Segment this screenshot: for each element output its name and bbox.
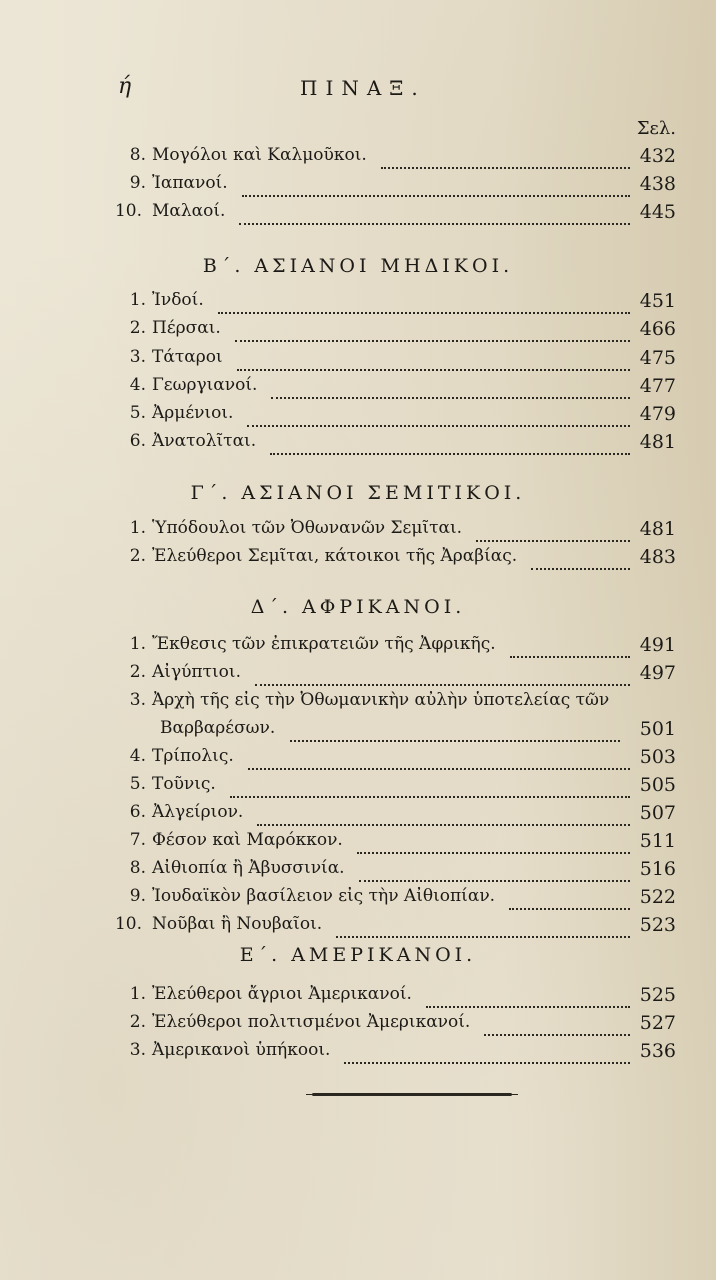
entry-number: 6. xyxy=(129,802,146,822)
entry-number: 1. xyxy=(129,518,146,538)
dot-leader xyxy=(336,922,630,938)
toc-entry xyxy=(0,984,716,1012)
dot-leader xyxy=(290,726,620,742)
toc-entry xyxy=(0,1040,716,1068)
entry-number: 9. xyxy=(129,886,146,906)
entry-number: 9. xyxy=(129,173,146,193)
entry-title: Νοῦβαι ἢ Νουβαῖοι. xyxy=(152,914,323,934)
toc-entry xyxy=(0,858,716,886)
page-number: 516 xyxy=(639,858,676,880)
entry-number: 2. xyxy=(129,662,146,682)
entry-title: Αἰγύπτιοι. xyxy=(152,662,241,682)
dot-leader xyxy=(510,642,630,658)
toc-entry xyxy=(0,518,716,546)
entry-number: 3. xyxy=(129,1040,146,1060)
dot-leader xyxy=(531,554,630,570)
page-number: 477 xyxy=(639,375,676,397)
dot-leader xyxy=(476,526,630,542)
entry-title: Ἐλεύθεροι πολιτισμένοι Ἀμερικανοί. xyxy=(152,1012,471,1032)
page-number: 451 xyxy=(639,290,676,312)
dot-leader xyxy=(359,866,630,882)
page-number: 432 xyxy=(639,145,676,167)
page-number: 501 xyxy=(639,718,676,740)
dot-leader xyxy=(426,992,630,1008)
dot-leader xyxy=(248,754,630,770)
entry-title: Ἀρχὴ τῆς εἰς τὴν Ὀθωμανικὴν αὐλὴν ὑποτελείας τῶν xyxy=(152,690,610,710)
section-title: Ε΄. ΑΜΕΡΙΚΑΝΟΙ. xyxy=(239,944,477,966)
dot-leader xyxy=(235,326,630,342)
page-number: 497 xyxy=(639,662,676,684)
entry-title: Ἀλγείριον. xyxy=(152,802,244,822)
toc-entry xyxy=(0,173,716,201)
page-number: 445 xyxy=(639,201,676,223)
dot-leader xyxy=(509,894,630,910)
page-number: 466 xyxy=(639,318,676,340)
toc-entry xyxy=(0,830,716,858)
page-number: 481 xyxy=(639,518,676,540)
entry-number: 1. xyxy=(129,290,146,310)
dot-leader xyxy=(271,383,630,399)
entry-number: 3. xyxy=(129,690,146,710)
folio-number: ή xyxy=(118,74,132,99)
page-number: 479 xyxy=(639,403,676,425)
entry-number: 5. xyxy=(129,774,146,794)
dot-leader xyxy=(242,181,630,197)
entry-number: 5. xyxy=(129,403,146,423)
dot-leader xyxy=(357,838,630,854)
toc-entry xyxy=(0,1012,716,1040)
entry-number: 10. xyxy=(114,914,142,934)
section-title: Β΄. ΑΣΙΑΝΟΙ ΜΗΔΙΚΟΙ. xyxy=(202,255,514,277)
entry-number: 7. xyxy=(129,830,146,850)
entry-title: Τάταροι xyxy=(152,347,223,367)
toc-entry xyxy=(0,201,716,229)
toc-entry xyxy=(0,145,716,173)
page-number: 438 xyxy=(639,173,676,195)
toc-entry-continuation xyxy=(0,718,716,746)
entry-title: Αἰθιοπία ἢ Ἀβυσσινία. xyxy=(152,858,345,878)
dot-leader xyxy=(484,1020,630,1036)
entry-title: Ἰουδαϊκὸν βασίλειον εἰς τὴν Αἰθιοπίαν. xyxy=(152,886,496,906)
toc-entry xyxy=(0,431,716,459)
entry-number: 10. xyxy=(114,201,142,221)
toc-entry xyxy=(0,318,716,346)
entry-title: Μογόλοι καὶ Καλμοῦκοι. xyxy=(152,145,367,165)
page-number: 527 xyxy=(639,1012,676,1034)
toc-entry xyxy=(0,634,716,662)
dot-leader xyxy=(230,782,630,798)
page-column-label: Σελ. xyxy=(636,118,676,139)
section-title: Γ΄. ΑΣΙΑΝΟΙ ΣΕΜΙΤΙΚΟΙ. xyxy=(190,482,526,504)
entry-number: 2. xyxy=(129,546,146,566)
entry-title: Πέρσαι. xyxy=(152,318,221,338)
entry-number: 4. xyxy=(129,746,146,766)
toc-entry xyxy=(0,347,716,375)
toc-entry xyxy=(0,746,716,774)
entry-number: 2. xyxy=(129,1012,146,1032)
entry-title: Μαλαοί. xyxy=(152,201,226,221)
page-number: 507 xyxy=(639,802,676,824)
toc-entry xyxy=(0,662,716,690)
page-number: 523 xyxy=(639,914,676,936)
toc-entry xyxy=(0,290,716,318)
toc-entry xyxy=(0,690,716,718)
entry-title-continuation: Βαρβαρέσων. xyxy=(160,718,276,738)
entry-number: 1. xyxy=(129,634,146,654)
entry-number: 8. xyxy=(129,145,146,165)
dot-leader xyxy=(381,153,630,169)
entry-title: Ἔκθεσις τῶν ἐπικρατειῶν τῆς Ἀφρικῆς. xyxy=(152,634,496,654)
dot-leader xyxy=(239,209,630,225)
section-title: Δ΄. ΑΦΡΙΚΑΝΟΙ. xyxy=(250,596,466,618)
entry-title: Ἰνδοί. xyxy=(152,290,204,310)
page-header xyxy=(0,70,716,106)
dot-leader xyxy=(247,411,630,427)
entry-title: Γεωργιανοί. xyxy=(152,375,258,395)
dot-leader xyxy=(237,355,630,371)
entry-title: Ἐλεύθεροι Σεμῖται, κάτοικοι τῆς Ἀραβίας. xyxy=(152,546,518,566)
entry-title: Ἰαπανοί. xyxy=(152,173,228,193)
page-number: 525 xyxy=(639,984,676,1006)
toc-entry xyxy=(0,375,716,403)
toc-entry xyxy=(0,774,716,802)
entry-number: 2. xyxy=(129,318,146,338)
dot-leader xyxy=(218,298,630,314)
dot-leader xyxy=(257,810,630,826)
toc-entry xyxy=(0,914,716,942)
page-number: 511 xyxy=(639,830,676,852)
entry-title: Φέσον καὶ Μαρόκκον. xyxy=(152,830,343,850)
end-rule xyxy=(312,1093,512,1096)
dot-leader xyxy=(255,670,630,686)
entry-title: Τοῦνις. xyxy=(152,774,216,794)
page-number: 522 xyxy=(639,886,676,908)
toc-entry xyxy=(0,546,716,574)
running-title: ΠΙΝΑΞ. xyxy=(300,76,426,100)
page-number: 505 xyxy=(639,774,676,796)
dot-leader xyxy=(344,1048,630,1064)
page-number: 491 xyxy=(639,634,676,656)
entry-title: Ἀρμένιοι. xyxy=(152,403,234,423)
entry-title: Ἐλεύθεροι ἄγριοι Ἀμερικανοί. xyxy=(152,984,412,1004)
toc-entry xyxy=(0,403,716,431)
page-number: 536 xyxy=(639,1040,676,1062)
entry-title: Τρίπολις. xyxy=(152,746,234,766)
entry-number: 6. xyxy=(129,431,146,451)
entry-number: 1. xyxy=(129,984,146,1004)
entry-title: Ἀνατολῖται. xyxy=(152,431,257,451)
page-number: 503 xyxy=(639,746,676,768)
entry-number: 8. xyxy=(129,858,146,878)
page-number: 481 xyxy=(639,431,676,453)
entry-title: Ὑπόδουλοι τῶν Ὀθωνανῶν Σεμῖται. xyxy=(152,518,463,538)
toc-entry xyxy=(0,886,716,914)
entry-number: 4. xyxy=(129,375,146,395)
page-number: 483 xyxy=(639,546,676,568)
dot-leader xyxy=(270,439,630,455)
toc-entry xyxy=(0,802,716,830)
entry-title: Ἀμερικανοὶ ὑπήκοοι. xyxy=(152,1040,331,1060)
entry-number: 3. xyxy=(129,347,146,367)
page-number: 475 xyxy=(639,347,676,369)
